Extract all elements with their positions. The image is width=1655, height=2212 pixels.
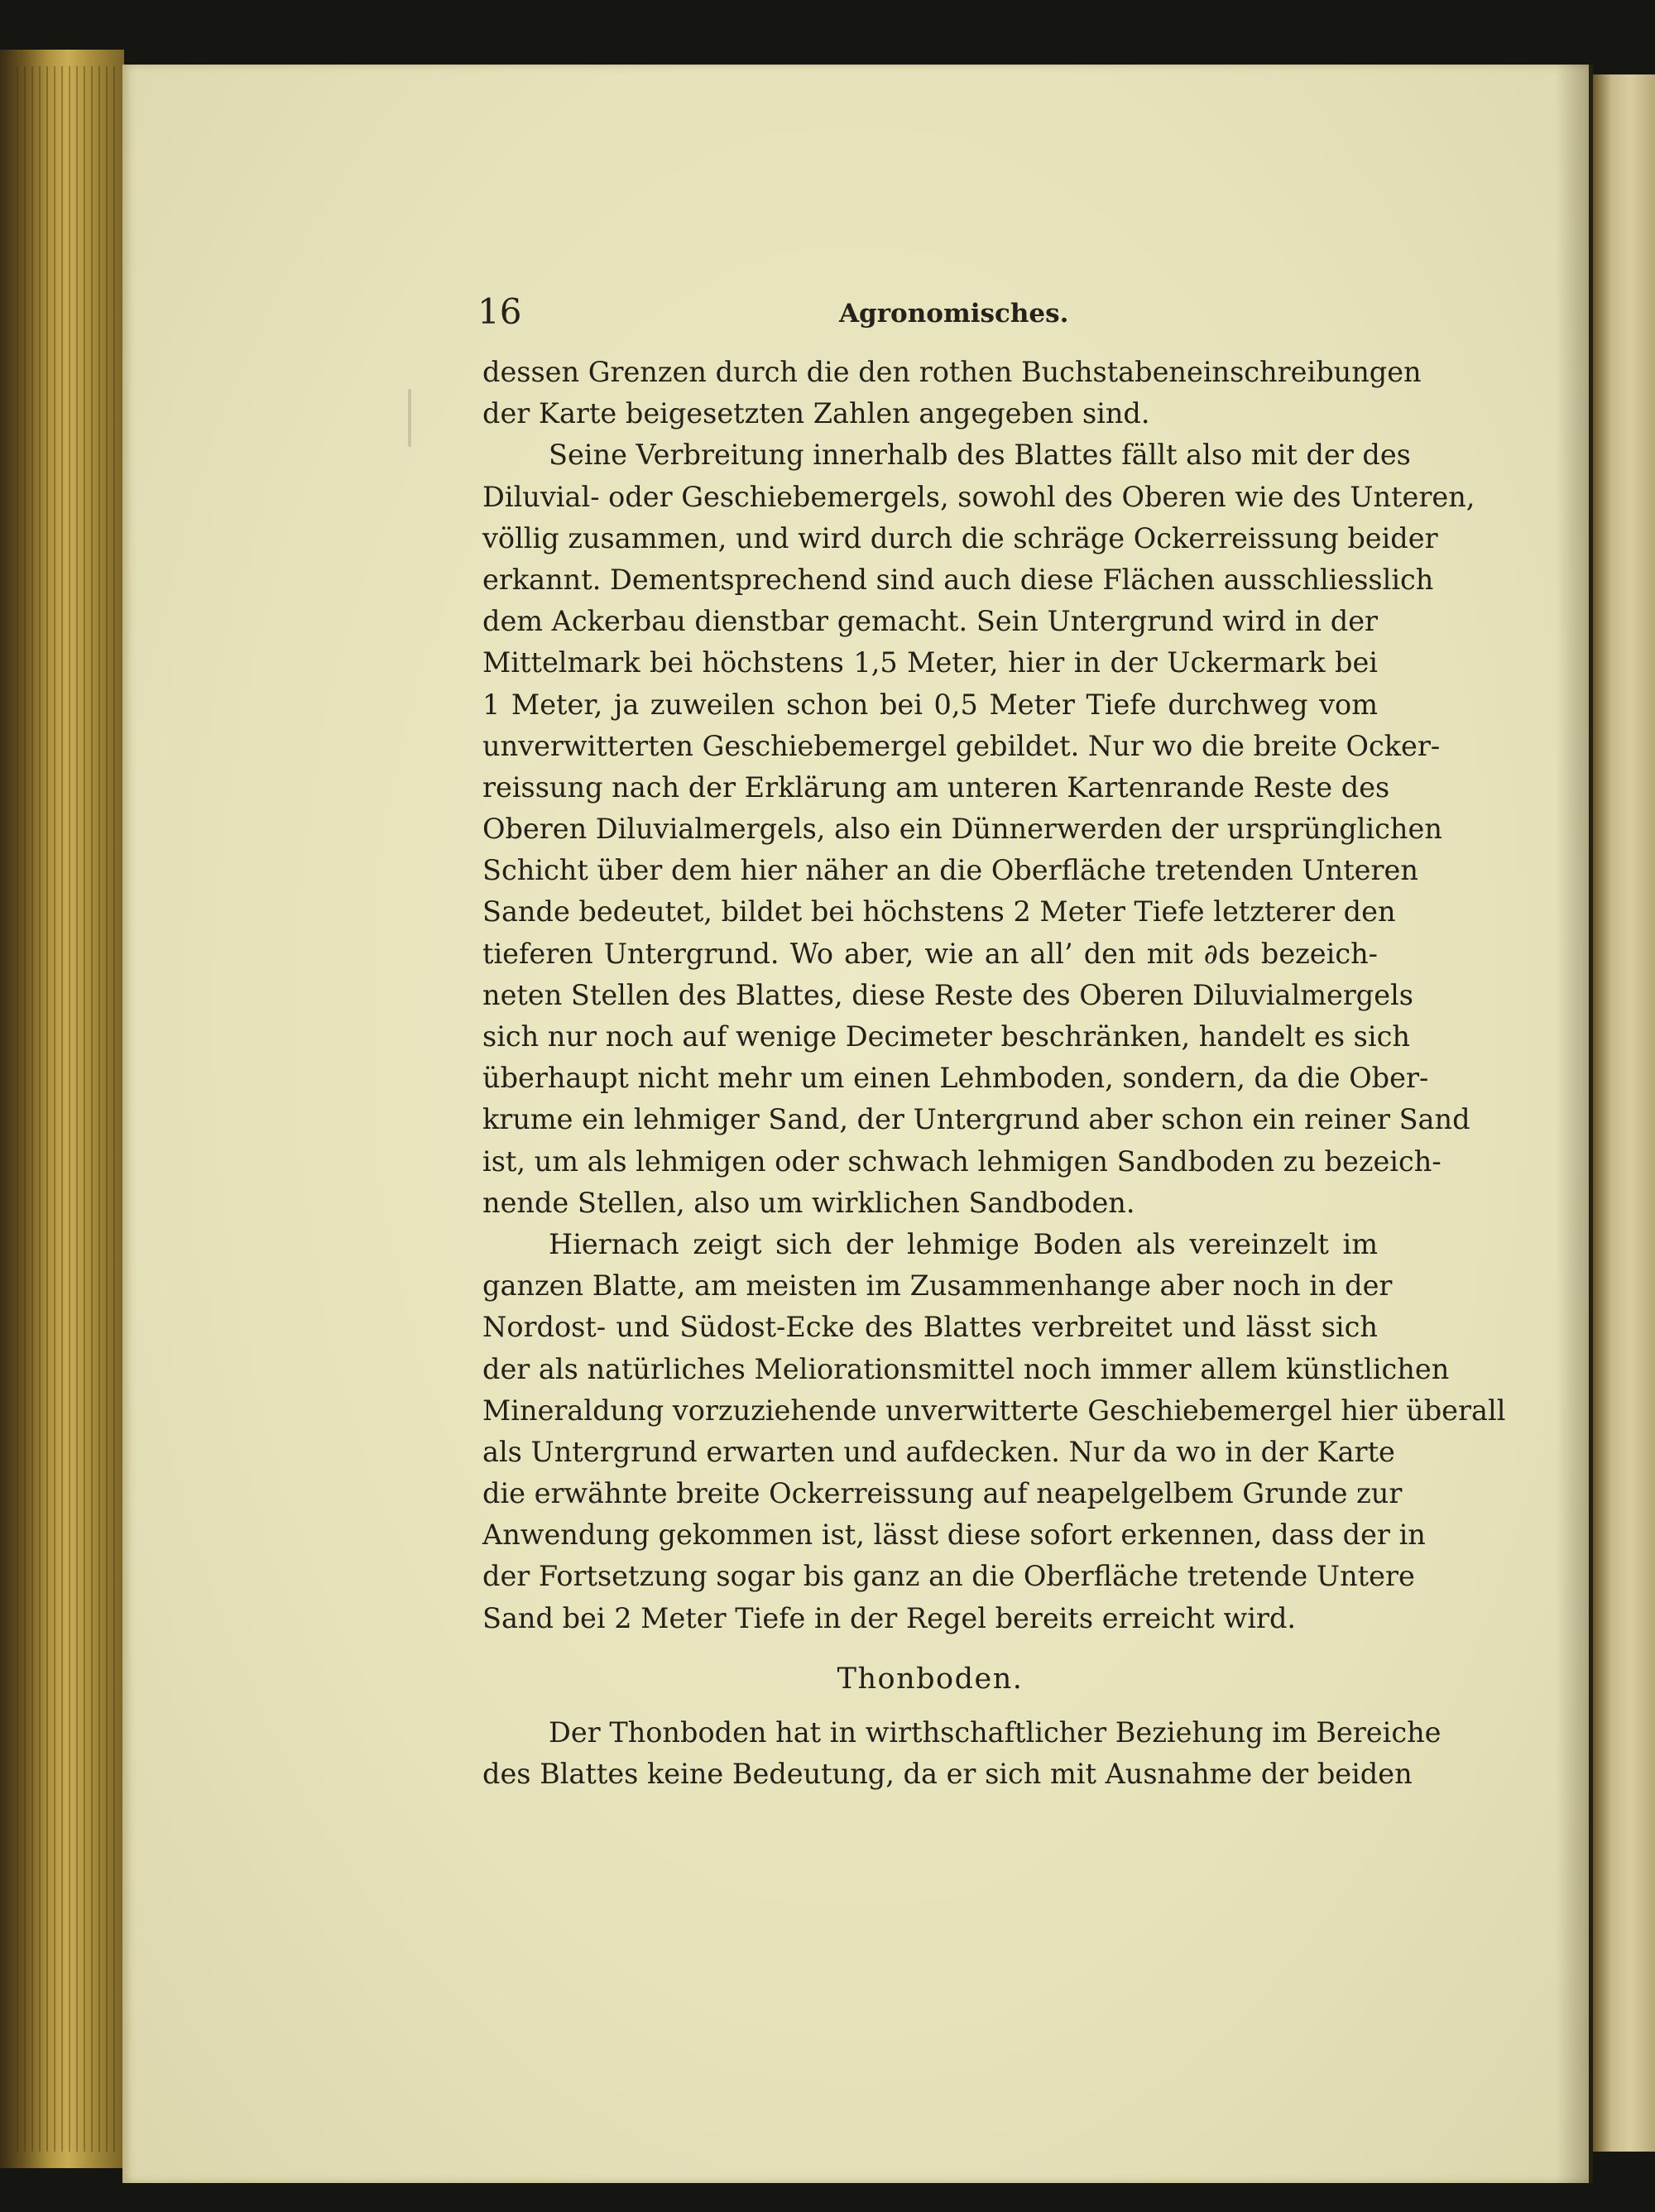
text-line: die erwähnte breite Ockerreissung auf neapelgelbem Grunde zur xyxy=(482,1477,1403,1510)
text-line: erkannt. Dementsprechend sind auch diese Flächen ausschliesslich xyxy=(482,563,1434,596)
text-line: der als natürliches Meliorationsmittel noch immer allem künstlichen xyxy=(482,1352,1450,1385)
text-line: unverwitterten Geschiebemergel gebildet. Nur wo die breite Ocker- xyxy=(482,729,1441,762)
text-line: Der Thonboden hat in wirthschaftlicher Beziehung im Bereiche xyxy=(549,1715,1442,1749)
text-line: tieferen Untergrund. Wo aber, wie an all’ den mit ∂ds bezeich- xyxy=(482,937,1378,970)
text-line: dem Ackerbau dienstbar gemacht. Sein Untergrund wird in der xyxy=(482,605,1379,638)
paragraph-1 xyxy=(482,352,1422,434)
page-edge-lines xyxy=(17,66,116,2152)
text-line: neten Stellen des Blattes, diese Reste des Oberen Diluvialmergels xyxy=(482,978,1413,1011)
text-line: dessen Grenzen durch die den rothen Buchstabeneinschreibungen xyxy=(482,356,1422,388)
text-line: Diluvial- oder Geschiebemergels, sowohl des Oberen wie des Unteren, xyxy=(482,480,1475,513)
text-line: überhaupt nicht mehr um einen Lehmboden, sondern, da die Ober- xyxy=(482,1062,1429,1095)
section-heading: Thonboden. xyxy=(837,1662,1024,1696)
text-line: Anwendung gekommen ist, lässt diese sofort erkennen, dass der in xyxy=(482,1519,1426,1552)
page-header xyxy=(477,291,1379,333)
paper-mark xyxy=(408,389,411,447)
running-head: Agronomisches. xyxy=(839,299,1069,329)
text-line: Seine Verbreitung innerhalb des Blattes fällt also mit der des xyxy=(549,439,1411,472)
paragraph-4 xyxy=(482,1712,1442,1795)
text-line: sich nur noch auf wenige Decimeter beschränken, handelt es sich xyxy=(482,1020,1410,1053)
page-body xyxy=(482,352,1506,1795)
text-line: reissung nach der Erklärung am unteren Kartenrande Reste des xyxy=(482,770,1390,804)
text-line: völlig zusammen, und wird durch die schräge Ockerreissung beider xyxy=(482,521,1438,554)
page-number: 16 xyxy=(477,291,522,332)
text-line: Oberen Diluvialmergels, also ein Dünnerwerden der ursprünglichen xyxy=(482,813,1442,846)
text-line: krume ein lehmiger Sand, der Untergrund aber schon ein reiner Sand xyxy=(482,1103,1470,1136)
text-line: als Untergrund erwarten und aufdecken. Nur da wo in der Karte xyxy=(482,1435,1395,1468)
text-line: der Karte beigesetzten Zahlen angegeben sind. xyxy=(482,397,1150,430)
text-line: nende Stellen, also um wirklichen Sandboden. xyxy=(482,1186,1135,1219)
paragraph-2 xyxy=(482,434,1475,1224)
text-line: Hiernach zeigt sich der lehmige Boden als vereinzelt im xyxy=(549,1227,1378,1260)
text-line: des Blattes keine Bedeutung, da er sich mit Ausnahme der beiden xyxy=(482,1758,1413,1790)
text-line: der Fortsetzung sogar bis ganz an die Oberfläche tretende Untere xyxy=(482,1560,1415,1593)
text-line: Mineraldung vorzuziehende unverwitterte Geschiebemergel hier überall xyxy=(482,1394,1506,1427)
text-line: Nordost- und Südost-Ecke des Blattes verbreitet und lässt sich xyxy=(482,1311,1378,1344)
facing-page-edge xyxy=(1593,74,1655,2152)
paragraph-3 xyxy=(482,1224,1506,1639)
text-line: Schicht über dem hier näher an die Oberfläche tretenden Unteren xyxy=(482,854,1418,887)
text-line: ganzen Blatte, am meisten im Zusammenhange aber noch in der xyxy=(482,1269,1393,1303)
text-line: Sande bedeutet, bildet bei höchstens 2 Meter Tiefe letzterer den xyxy=(482,895,1396,928)
text-line: ist, um als lehmigen oder schwach lehmigen Sandboden zu bezeich- xyxy=(482,1144,1442,1178)
gutter-shadow xyxy=(1556,65,1593,2183)
text-line: Mittelmark bei höchstens 1,5 Meter, hier in der Uckermark bei xyxy=(482,646,1378,679)
text-line: Sand bei 2 Meter Tiefe in der Regel bereits erreicht wird. xyxy=(482,1601,1297,1634)
text-line: 1 Meter, ja zuweilen schon bei 0,5 Meter Tiefe durchweg vom xyxy=(482,688,1378,721)
spacer xyxy=(482,1639,1378,1654)
